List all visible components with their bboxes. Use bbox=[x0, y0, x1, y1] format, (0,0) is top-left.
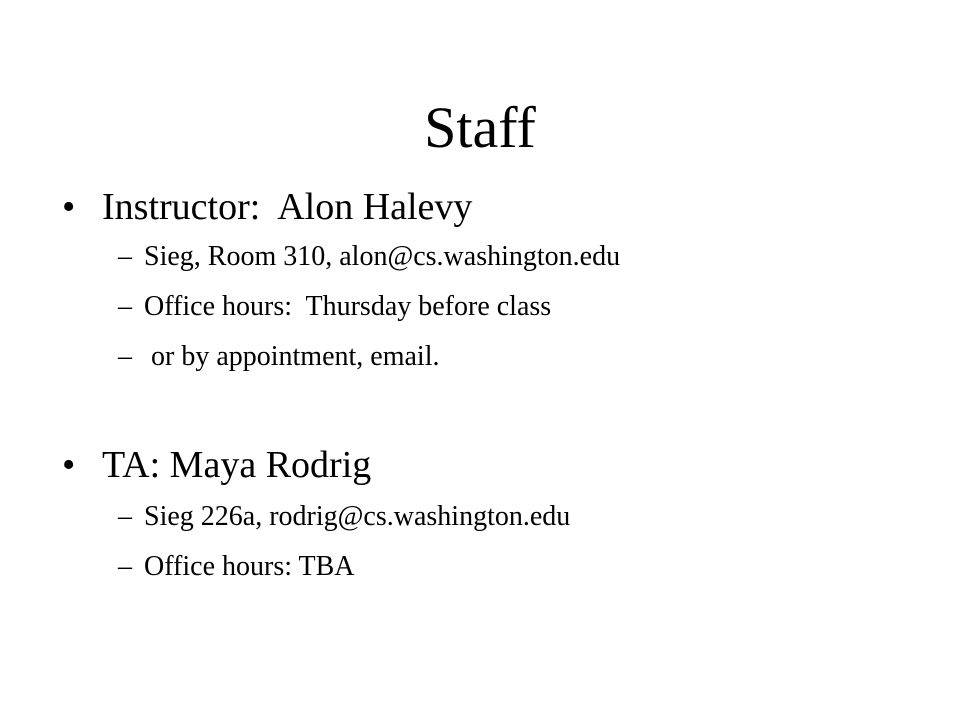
bullet-dot: • bbox=[62, 444, 76, 486]
instructor-location bbox=[118, 240, 620, 274]
bullet-instructor bbox=[62, 184, 472, 230]
instructor-office-hours bbox=[118, 290, 551, 324]
instructor-appointment-text: or by appointment, email. bbox=[144, 341, 440, 372]
dash-marker: – bbox=[118, 551, 132, 582]
ta-location-text: Sieg 226a, rodrig@cs.washington.edu bbox=[144, 501, 571, 532]
instructor-office-hours-text: Office hours: Thursday before class bbox=[144, 291, 552, 322]
ta-office-hours-text: Office hours: TBA bbox=[144, 551, 355, 582]
instructor-heading: Instructor: Alon Halevy bbox=[102, 186, 473, 228]
instructor-location-text: Sieg, Room 310, alon@cs.washington.edu bbox=[144, 241, 621, 272]
ta-heading: TA: Maya Rodrig bbox=[102, 444, 372, 486]
dash-marker: – bbox=[118, 341, 132, 372]
bullet-dot: • bbox=[62, 186, 76, 228]
instructor-appointment bbox=[118, 340, 440, 374]
dash-marker: – bbox=[118, 501, 132, 532]
dash-marker: – bbox=[118, 291, 132, 322]
slide-title: Staff bbox=[424, 95, 536, 160]
ta-office-hours bbox=[118, 550, 355, 584]
ta-location bbox=[118, 500, 570, 534]
bullet-ta bbox=[62, 442, 371, 488]
dash-marker: – bbox=[118, 241, 132, 272]
